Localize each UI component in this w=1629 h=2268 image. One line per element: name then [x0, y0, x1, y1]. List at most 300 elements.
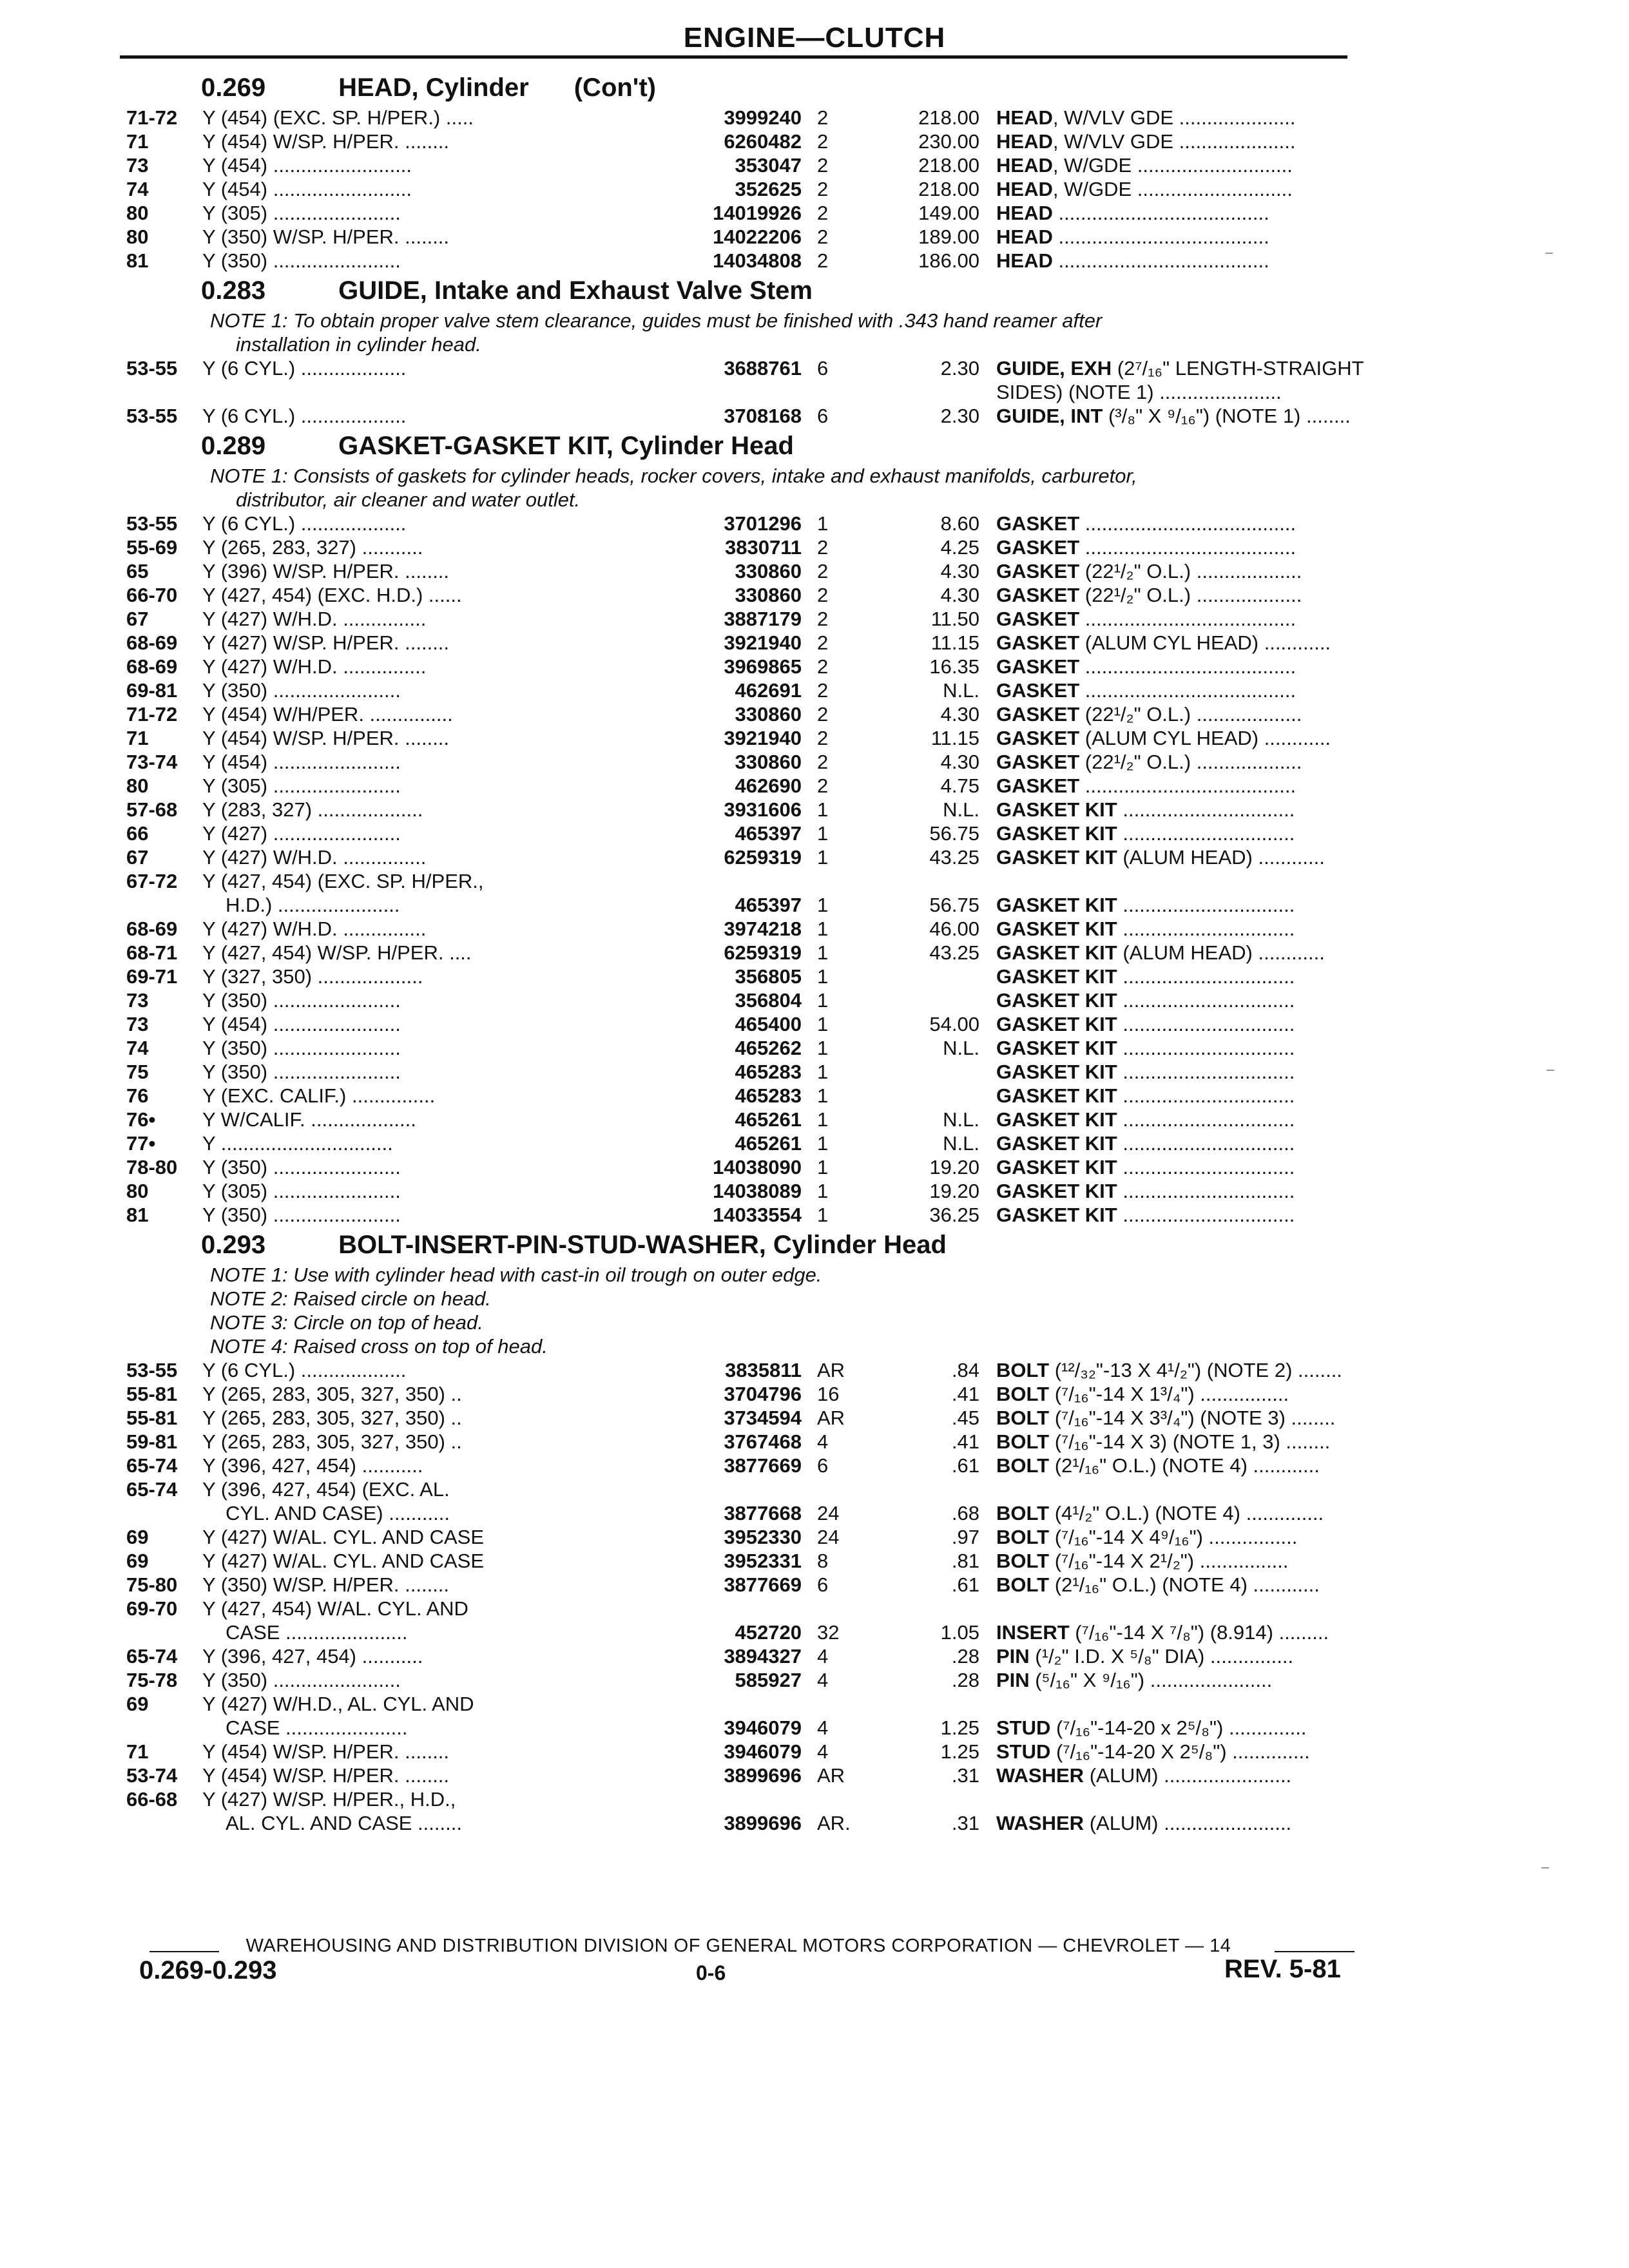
parts-listing	[120, 70, 1364, 1835]
price: 11.50	[930, 608, 979, 630]
parts-row	[120, 631, 1357, 655]
model-years: 73	[126, 989, 149, 1012]
price: .41	[951, 1383, 979, 1405]
model-years: 69	[126, 1550, 149, 1572]
model-line: Y (265, 283, 305, 327, 350) ..	[202, 1407, 462, 1429]
part-description	[996, 702, 1454, 726]
quantity: 1	[817, 846, 829, 869]
note-line: distributor, air cleaner and water outlet.	[236, 488, 581, 511]
part-number: 3952330	[724, 1526, 802, 1548]
parts-row	[120, 1573, 1357, 1597]
parts-row	[120, 1131, 1357, 1155]
parts-row	[120, 225, 1357, 249]
quantity: 1	[817, 894, 829, 916]
price: N.L.	[943, 1132, 979, 1155]
description-line: GASKET (22¹/₂" O.L.) ...................	[996, 751, 1302, 773]
quantity: 24	[817, 1502, 840, 1524]
description-line: BOLT (⁷/₁₆"-14 X 2¹/₂") ................	[996, 1550, 1289, 1572]
quantity: 1	[817, 1037, 829, 1059]
model-line: Y (6 CYL.) ...................	[202, 405, 407, 427]
section-note	[120, 1263, 1357, 1287]
header-rule	[120, 55, 1347, 59]
parts-row	[120, 1179, 1357, 1203]
model-years: 80	[126, 1180, 149, 1202]
quantity: 6	[817, 1573, 829, 1596]
quantity: AR	[817, 1407, 845, 1429]
model-line: Y (427) W/SP. H/PER., H.D.,	[202, 1788, 456, 1811]
model-line: Y (427) W/H.D. ...............	[202, 655, 427, 678]
price: 8.60	[940, 512, 979, 535]
price: 189.00	[918, 226, 979, 248]
part-number: 3708168	[724, 405, 802, 427]
description-line: GASKET KIT ...............................	[996, 965, 1295, 988]
section-note	[120, 1287, 1357, 1311]
part-number: 3946079	[724, 1716, 802, 1739]
price: 11.15	[930, 727, 979, 749]
section-number: 0.283	[201, 276, 266, 305]
part-description	[996, 726, 1454, 750]
quantity: 1	[817, 512, 829, 535]
quantity: 4	[817, 1430, 829, 1453]
model-line: AL. CYL. AND CASE ........	[226, 1812, 462, 1834]
price: .81	[951, 1550, 979, 1572]
part-description	[996, 106, 1454, 130]
part-number: 3899696	[724, 1764, 802, 1787]
model-line: Y (427) .......................	[202, 822, 401, 845]
description-line: BOLT (⁷/₁₆"-14 X 4⁹/₁₆") ................	[996, 1526, 1298, 1548]
part-number: 465397	[735, 822, 802, 845]
part-number: 6259319	[724, 846, 802, 869]
quantity: 1	[817, 989, 829, 1012]
part-description	[996, 1501, 1454, 1525]
description-line: GASKET KIT ...............................	[996, 1061, 1295, 1083]
quantity: 16	[817, 1383, 840, 1405]
part-number: 3701296	[724, 512, 802, 535]
part-description	[996, 1036, 1454, 1060]
parts-row	[120, 1763, 1357, 1787]
part-number: 465400	[735, 1013, 802, 1035]
part-description	[996, 1811, 1454, 1835]
model-years: 80	[126, 202, 149, 224]
model-years: 81	[126, 1204, 149, 1226]
quantity: 8	[817, 1550, 829, 1572]
section-title: GASKET-GASKET KIT, Cylinder Head	[338, 432, 794, 460]
model-years: 65-74	[126, 1454, 178, 1477]
section-heading	[120, 428, 1357, 464]
part-number: 3887179	[724, 608, 802, 630]
price: 4.75	[940, 774, 979, 797]
quantity: 2	[817, 560, 829, 582]
quantity: 24	[817, 1526, 840, 1548]
model-line: Y (427, 454) (EXC. SP. H/PER.,	[202, 870, 484, 892]
quantity: 2	[817, 727, 829, 749]
parts-row	[120, 512, 1357, 535]
part-description	[996, 1406, 1454, 1430]
description-line: GASKET (ALUM CYL HEAD) ............	[996, 631, 1331, 654]
parts-row	[120, 1787, 1357, 1835]
price: 218.00	[918, 178, 979, 200]
part-description	[996, 1179, 1454, 1203]
price: 4.30	[940, 560, 979, 582]
description-line: GASKET KIT ...............................	[996, 1204, 1295, 1226]
description-line: STUD (⁷/₁₆"-14-20 X 2⁵/₈") ..............	[996, 1740, 1310, 1763]
quantity: 1	[817, 941, 829, 964]
part-description	[996, 1716, 1454, 1740]
description-line: GUIDE, EXH (2⁷/₁₆" LENGTH-STRAIGHT	[996, 357, 1364, 380]
model-line: Y (350) .......................	[202, 249, 401, 272]
quantity: 2	[817, 584, 829, 606]
price: 4.30	[940, 703, 979, 726]
quantity: 4	[817, 1645, 829, 1667]
model-line: Y ...............................	[202, 1132, 393, 1155]
model-line: Y (350) .......................	[202, 1156, 401, 1178]
parts-row	[120, 1406, 1357, 1430]
model-years: 59-81	[126, 1430, 178, 1453]
price: 19.20	[929, 1156, 979, 1178]
part-description	[996, 750, 1454, 774]
model-line: Y (283, 327) ...................	[202, 798, 423, 821]
section-title: BOLT-INSERT-PIN-STUD-WASHER, Cylinder Head	[338, 1231, 947, 1259]
part-number: 3894327	[724, 1645, 802, 1667]
section-note	[120, 1334, 1357, 1358]
price: 2.30	[940, 357, 979, 380]
parts-row	[120, 583, 1357, 607]
description-line: STUD (⁷/₁₆"-14-20 x 2⁵/₈") ..............	[996, 1716, 1307, 1739]
part-description	[996, 1012, 1454, 1036]
description-line: SIDES) (NOTE 1) ......................	[996, 381, 1282, 403]
price: 4.30	[940, 584, 979, 606]
description-line: BOLT (⁷/₁₆"-14 X 3³/₄") (NOTE 3) ........	[996, 1407, 1336, 1429]
price: .31	[951, 1812, 979, 1834]
part-number: 585927	[735, 1669, 802, 1691]
part-number: 14038090	[713, 1156, 802, 1178]
model-years: 67-72	[126, 870, 178, 892]
parts-row	[120, 774, 1357, 798]
price: 19.20	[929, 1180, 979, 1202]
description-line: HEAD ......................................	[996, 249, 1269, 272]
part-number: 3974218	[724, 918, 802, 940]
parts-row	[120, 404, 1357, 428]
model-line: Y (427) W/AL. CYL. AND CASE	[202, 1526, 485, 1548]
description-line: GASKET ......................................	[996, 774, 1296, 797]
quantity: 4	[817, 1716, 829, 1739]
parts-row	[120, 822, 1357, 845]
part-description	[996, 1108, 1454, 1131]
part-number: 14022206	[713, 226, 802, 248]
parts-row	[120, 750, 1357, 774]
parts-row	[120, 130, 1357, 153]
model-line: Y (427) W/H.D. ...............	[202, 608, 427, 630]
part-description	[996, 583, 1454, 607]
parts-row	[120, 1549, 1357, 1573]
price: 56.75	[929, 822, 979, 845]
part-description	[996, 1740, 1454, 1763]
description-line: GASKET KIT ...............................	[996, 1084, 1295, 1107]
model-years: 73	[126, 154, 149, 177]
quantity: 1	[817, 918, 829, 940]
description-line: GASKET KIT (ALUM HEAD) ............	[996, 846, 1325, 869]
price: 218.00	[918, 106, 979, 129]
price: N.L.	[943, 679, 979, 702]
model-line: Y (427, 454) W/SP. H/PER. ....	[202, 941, 472, 964]
parts-row	[120, 1477, 1357, 1525]
price: .84	[951, 1359, 979, 1381]
price: 46.00	[929, 918, 979, 940]
parts-row	[120, 655, 1357, 678]
model-years: 53-55	[126, 1359, 178, 1381]
model-years: 67	[126, 846, 149, 869]
part-number: 452720	[735, 1621, 802, 1644]
model-line: Y (6 CYL.) ...................	[202, 512, 407, 535]
model-years: 77•	[126, 1132, 156, 1155]
price: .31	[951, 1764, 979, 1787]
parts-row	[120, 1036, 1357, 1060]
parts-row	[120, 726, 1357, 750]
model-line: H.D.) ......................	[226, 894, 400, 916]
section-title: HEAD, Cylinder	[338, 73, 529, 102]
section-number: 0.289	[201, 432, 266, 460]
section-note	[120, 309, 1357, 356]
part-number: 356804	[735, 989, 802, 1012]
part-number: 356805	[735, 965, 802, 988]
quantity: 2	[817, 751, 829, 773]
quantity: 2	[817, 774, 829, 797]
price: 43.25	[929, 846, 979, 869]
part-description	[996, 153, 1454, 177]
part-description	[996, 655, 1454, 678]
part-number: 3899696	[724, 1812, 802, 1834]
description-line: GASKET KIT ...............................	[996, 822, 1295, 845]
description-line: HEAD, W/VLV GDE .....................	[996, 106, 1296, 129]
model-years: 78-80	[126, 1156, 178, 1178]
quantity: 2	[817, 703, 829, 726]
price: 56.75	[929, 894, 979, 916]
description-line: GUIDE, INT (³/₈" X ⁹/₁₆") (NOTE 1) ........	[996, 405, 1351, 427]
price: 4.30	[940, 751, 979, 773]
section-number: 0.269	[201, 73, 266, 102]
quantity: AR	[817, 1359, 845, 1381]
part-description	[996, 249, 1454, 273]
parts-row	[120, 153, 1357, 177]
model-years: 68-69	[126, 655, 178, 678]
part-description	[996, 774, 1454, 798]
price: .41	[951, 1430, 979, 1453]
section-number: 0.293	[201, 1231, 266, 1259]
scan-speck	[1547, 1070, 1554, 1071]
part-description	[996, 845, 1454, 869]
part-number: 6259319	[724, 941, 802, 964]
part-description	[996, 1060, 1454, 1084]
model-years: 69-70	[126, 1597, 178, 1620]
description-line: GASKET KIT ...............................	[996, 1108, 1295, 1131]
model-line: Y (396) W/SP. H/PER. ........	[202, 560, 450, 582]
model-line: CASE ......................	[226, 1621, 408, 1644]
quantity: 1	[817, 1061, 829, 1083]
model-years: 57-68	[126, 798, 178, 821]
model-years: 69-81	[126, 679, 178, 702]
description-line: GASKET ......................................	[996, 536, 1296, 559]
part-number: 3969865	[724, 655, 802, 678]
model-years: 55-69	[126, 536, 178, 559]
model-line: Y (350) .......................	[202, 1061, 401, 1083]
model-years: 73-74	[126, 751, 178, 773]
parts-row	[120, 1454, 1357, 1477]
model-years: 75-80	[126, 1573, 178, 1596]
price: 36.25	[929, 1204, 979, 1226]
part-description	[996, 1620, 1454, 1644]
model-years: 69-71	[126, 965, 178, 988]
part-description	[996, 678, 1454, 702]
model-years: 71	[126, 1740, 149, 1763]
part-description	[996, 893, 1454, 917]
model-line: Y (427, 454) (EXC. H.D.) ......	[202, 584, 462, 606]
model-line: Y (396, 427, 454) ...........	[202, 1645, 423, 1667]
description-line: BOLT (⁷/₁₆"-14 X 1³/₄") ................	[996, 1383, 1289, 1405]
description-line: GASKET KIT ...............................	[996, 1132, 1295, 1155]
model-years: 66-68	[126, 1788, 178, 1811]
part-description	[996, 1430, 1454, 1454]
part-number: 3921940	[724, 727, 802, 749]
description-line: BOLT (2¹/₁₆" O.L.) (NOTE 4) ............	[996, 1573, 1320, 1596]
parts-row	[120, 941, 1357, 965]
price: 1.25	[940, 1716, 979, 1739]
quantity: 6	[817, 357, 829, 380]
model-years: 53-55	[126, 405, 178, 427]
price: 4.25	[940, 536, 979, 559]
parts-row	[120, 535, 1357, 559]
model-line: Y (6 CYL.) ...................	[202, 1359, 407, 1381]
model-years: 68-69	[126, 918, 178, 940]
part-number: 14033554	[713, 1204, 802, 1226]
model-years: 53-55	[126, 512, 178, 535]
price: N.L.	[943, 798, 979, 821]
part-number: 14038089	[713, 1180, 802, 1202]
description-line: GASKET KIT ...............................	[996, 1037, 1295, 1059]
model-line: Y (454) .......................	[202, 751, 401, 773]
part-description	[996, 1454, 1454, 1477]
model-line: Y (454) .......................	[202, 1013, 401, 1035]
part-description	[996, 941, 1454, 965]
price: .45	[951, 1407, 979, 1429]
parts-row	[120, 1740, 1357, 1763]
note-line: NOTE 4: Raised cross on top of head.	[210, 1335, 548, 1358]
section-note	[120, 1311, 1357, 1334]
model-line: Y (350) .......................	[202, 1037, 401, 1059]
parts-row	[120, 1358, 1357, 1382]
price: 11.15	[930, 631, 979, 654]
model-line: Y (350) .......................	[202, 1669, 401, 1691]
part-description	[996, 404, 1454, 428]
section-heading	[120, 1227, 1357, 1263]
model-line: Y (427) W/H.D., AL. CYL. AND	[202, 1693, 474, 1715]
parts-row	[120, 1108, 1357, 1131]
description-line: GASKET ......................................	[996, 679, 1296, 702]
section-continued: (Con't)	[574, 73, 656, 102]
part-number: 3877669	[724, 1573, 802, 1596]
parts-row	[120, 845, 1357, 869]
parts-row	[120, 1012, 1357, 1036]
quantity: 1	[817, 1132, 829, 1155]
model-line: Y (350) .......................	[202, 679, 401, 702]
description-line: GASKET KIT ...............................	[996, 1156, 1295, 1178]
model-years: 76•	[126, 1108, 156, 1131]
part-number: 3946079	[724, 1740, 802, 1763]
part-number: 465283	[735, 1061, 802, 1083]
model-years: 81	[126, 249, 149, 272]
part-description	[996, 1525, 1454, 1549]
quantity: 2	[817, 655, 829, 678]
quantity: 4	[817, 1669, 829, 1691]
part-number: 3921940	[724, 631, 802, 654]
section-heading	[120, 273, 1357, 309]
description-line: GASKET KIT ...............................	[996, 798, 1295, 821]
model-line: Y (454) .........................	[202, 178, 412, 200]
part-number: 462690	[735, 774, 802, 797]
model-line: Y (265, 283, 305, 327, 350) ..	[202, 1430, 462, 1453]
part-description	[996, 1573, 1454, 1597]
description-line: HEAD ......................................	[996, 202, 1269, 224]
model-years: 69	[126, 1526, 149, 1548]
price: .61	[951, 1573, 979, 1596]
parts-row	[120, 177, 1357, 201]
price: 16.35	[929, 655, 979, 678]
description-line: GASKET KIT (ALUM HEAD) ............	[996, 941, 1325, 964]
part-number: 3877668	[724, 1502, 802, 1524]
description-line: GASKET (ALUM CYL HEAD) ............	[996, 727, 1331, 749]
quantity: 1	[817, 965, 829, 988]
parts-row	[120, 1597, 1357, 1644]
parts-row	[120, 917, 1357, 941]
parts-row	[120, 1668, 1357, 1692]
note-line: NOTE 3: Circle on top of head.	[210, 1311, 483, 1334]
section-note	[120, 464, 1357, 512]
part-description	[996, 1382, 1454, 1406]
parts-row	[120, 1060, 1357, 1084]
model-years: 66	[126, 822, 149, 845]
model-years: 68-69	[126, 631, 178, 654]
price: 2.30	[940, 405, 979, 427]
model-line: Y (327, 350) ...................	[202, 965, 423, 988]
part-description	[996, 607, 1454, 631]
description-line: WASHER (ALUM) .......................	[996, 1812, 1292, 1834]
model-years: 65-74	[126, 1645, 178, 1667]
part-number: 465397	[735, 894, 802, 916]
quantity: 1	[817, 822, 829, 845]
part-description	[996, 130, 1454, 153]
parts-row	[120, 702, 1357, 726]
parts-row	[120, 1692, 1357, 1740]
part-number: 3767468	[724, 1430, 802, 1453]
price: .28	[951, 1669, 979, 1691]
parts-row	[120, 201, 1357, 225]
description-line: GASKET ......................................	[996, 655, 1296, 678]
model-years: 55-81	[126, 1383, 178, 1405]
quantity: 1	[817, 1156, 829, 1178]
description-line: BOLT (¹²/₃₂"-13 X 4¹/₂") (NOTE 2) ........	[996, 1359, 1342, 1381]
price: 186.00	[918, 249, 979, 272]
description-line: BOLT (⁷/₁₆"-14 X 3) (NOTE 1, 3) ........	[996, 1430, 1331, 1453]
footer-division: WAREHOUSING AND DISTRIBUTION DIVISION OF GENERAL MOTORS CORPORATION — CHEVROLET — 14	[246, 1936, 1231, 1956]
model-line: Y (427, 454) W/AL. CYL. AND	[202, 1597, 468, 1620]
parts-row	[120, 1644, 1357, 1668]
part-description	[996, 1763, 1454, 1787]
price: 230.00	[918, 130, 979, 153]
model-line: Y (305) .......................	[202, 774, 401, 797]
model-line: Y (305) .......................	[202, 1180, 401, 1202]
model-years: 75-78	[126, 1669, 178, 1691]
quantity: 2	[817, 608, 829, 630]
part-description	[996, 822, 1454, 845]
